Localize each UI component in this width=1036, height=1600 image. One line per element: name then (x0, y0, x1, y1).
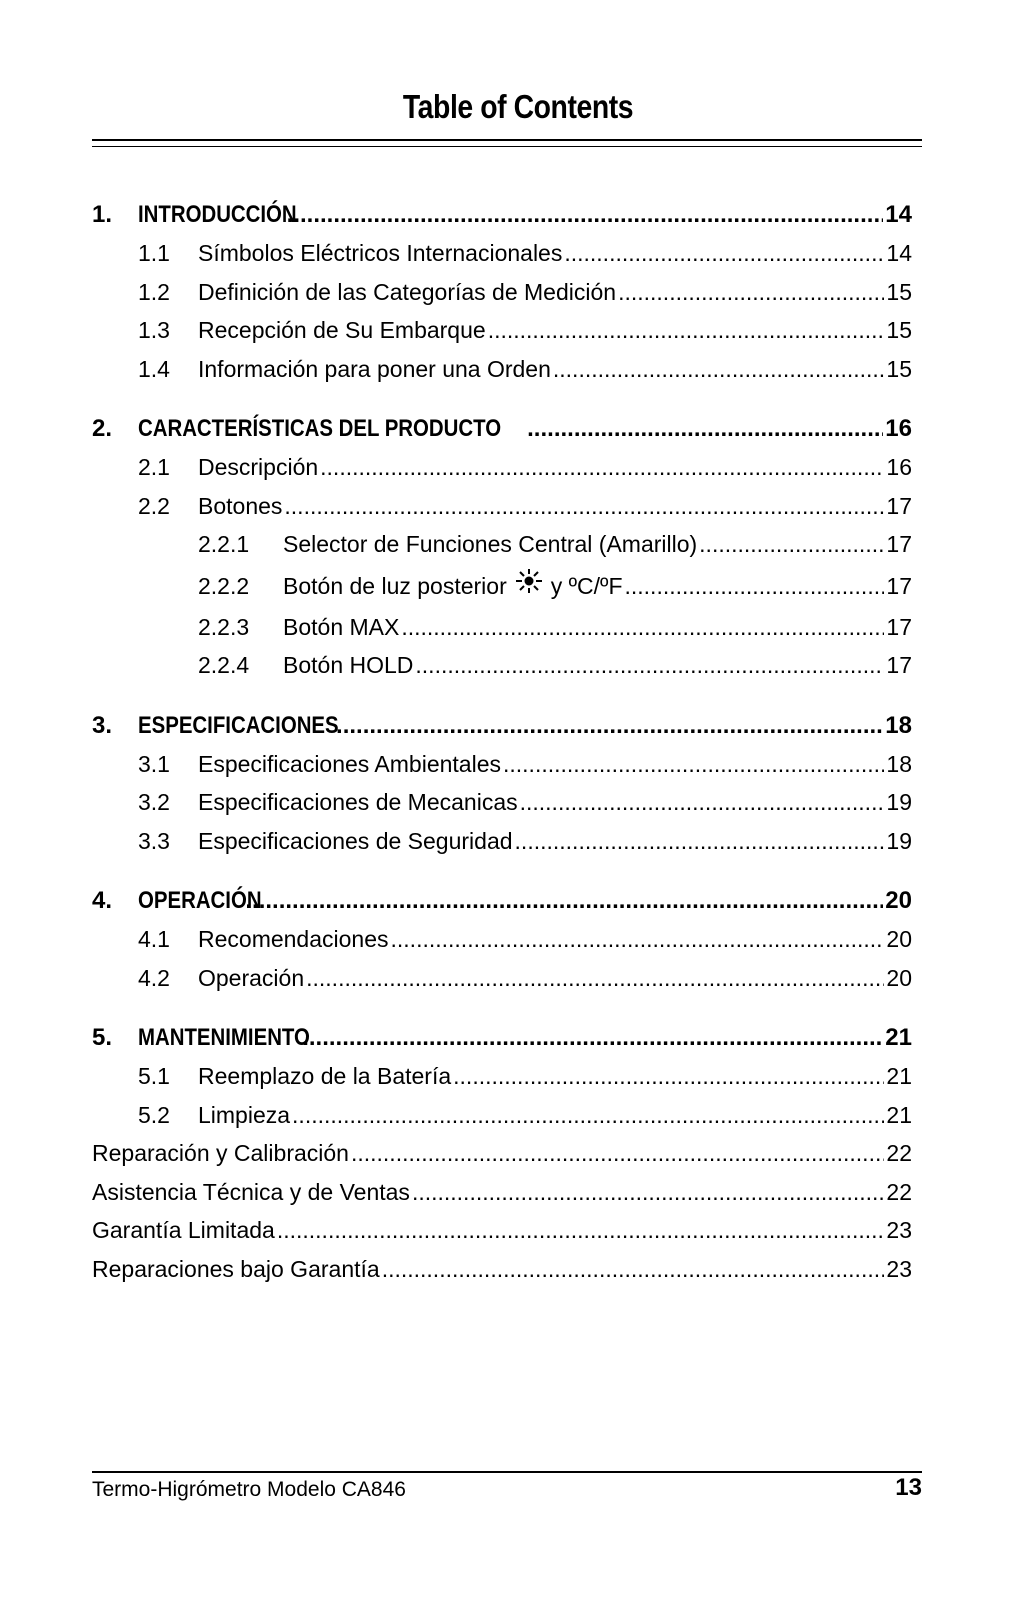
leader-dots (391, 920, 885, 959)
page-ref: 14 (885, 201, 912, 228)
item-title: Recepción de Su Embarque (198, 317, 486, 343)
page-ref: 15 (886, 317, 912, 343)
leader-dots (284, 487, 884, 526)
item-number: 2.1 (138, 454, 170, 480)
leader-dots (292, 1096, 884, 1135)
page-ref: 23 (886, 1217, 912, 1243)
toc-appendix-technical-sales-support[interactable] (92, 1173, 912, 1212)
item-number: 1.2 (138, 278, 170, 305)
toc-item-2-1[interactable] (92, 448, 912, 487)
toc-item-5-1[interactable] (92, 1057, 912, 1096)
item-title: Especificaciones de Seguridad (198, 827, 513, 854)
toc-item-5-2[interactable] (92, 1096, 912, 1135)
toc-subitem-2-2-4[interactable] (92, 646, 912, 685)
leader-dots (503, 745, 884, 784)
item-number: 3.1 (138, 750, 170, 777)
section-number: 5. (92, 1024, 113, 1051)
item-number: 3.2 (138, 789, 170, 815)
footer-page-number: 13 (895, 1474, 922, 1501)
page-ref: 19 (886, 827, 912, 854)
section-gap (92, 860, 912, 882)
section-number: 4. (92, 887, 113, 914)
appendix-title: Reparaciones bajo Garantía (92, 1255, 380, 1282)
page-ref: 20 (886, 964, 912, 991)
table-of-contents (92, 196, 912, 1288)
appendix-title: Garantía Limitada (92, 1217, 275, 1243)
leader-dots (336, 707, 883, 745)
section-title: CARACTERÍSTICAS DEL PRODUCTO (138, 415, 502, 442)
subitem-number: 2.2.3 (198, 613, 250, 640)
leader-dots (625, 564, 885, 608)
section-number: 3. (92, 711, 113, 739)
item-number: 3.3 (138, 827, 170, 854)
page-ref: 21 (885, 1024, 912, 1051)
leader-dots (351, 1134, 884, 1173)
item-title: Símbolos Eléctricos Internacionales (198, 240, 563, 266)
item-number: 5.2 (138, 1101, 170, 1128)
toc-section-5[interactable] (92, 1019, 912, 1057)
item-number: 5.1 (138, 1063, 170, 1089)
page-ref: 21 (886, 1063, 912, 1089)
subitem-title: Selector de Funciones Central (Amarillo) (283, 531, 698, 557)
item-title: Especificaciones de Mecanicas (198, 789, 518, 815)
page-ref: 18 (885, 711, 912, 739)
page-ref: 15 (886, 355, 912, 382)
toc-item-3-3[interactable] (92, 822, 912, 861)
subitem-number: 2.2.4 (198, 652, 250, 678)
toc-item-3-1[interactable] (92, 745, 912, 784)
subitem-title: Botón de luz posterior (283, 572, 507, 599)
page-ref: 17 (886, 652, 912, 678)
page-ref: 22 (886, 1140, 912, 1166)
leader-dots (401, 608, 884, 647)
leader-dots (382, 1250, 885, 1289)
page-ref: 15 (886, 278, 912, 305)
toc-section-1[interactable] (92, 196, 912, 234)
section-title: INTRODUCCIÓN (138, 201, 297, 228)
item-number: 2.2 (138, 492, 170, 519)
item-number: 4.2 (138, 964, 170, 991)
leader-dots (287, 196, 884, 234)
page-ref: 14 (886, 240, 912, 266)
item-title: Operación (198, 964, 305, 991)
toc-item-1-4[interactable] (92, 350, 912, 389)
toc-section-4[interactable] (92, 882, 912, 920)
page-ref: 22 (886, 1178, 912, 1205)
leader-dots (453, 1057, 884, 1096)
section-title: ESPECIFICACIONES (138, 711, 339, 739)
item-title: Reemplazo de la Batería (198, 1063, 452, 1089)
subitem-title: Botón MAX (283, 613, 400, 640)
appendix-title: Asistencia Técnica y de Ventas (92, 1178, 410, 1205)
item-number: 1.3 (138, 317, 170, 343)
page-ref: 20 (886, 926, 912, 952)
toc-item-1-3[interactable] (92, 311, 912, 350)
leader-dots (515, 822, 885, 861)
item-title: Información para poner una Orden (198, 355, 551, 382)
toc-subitem-2-2-2[interactable] (92, 564, 912, 608)
leader-dots (302, 1019, 883, 1057)
item-title: Botones (198, 492, 283, 519)
leader-dots (527, 410, 883, 448)
toc-appendix-limited-warranty[interactable] (92, 1211, 912, 1250)
page-ref: 18 (886, 750, 912, 777)
toc-appendix-warranty-repairs[interactable] (92, 1250, 912, 1289)
section-number: 1. (92, 201, 113, 228)
section-gap (92, 388, 912, 410)
leader-dots (412, 1173, 884, 1212)
footer-model-name: Termo-Higrómetro Modelo CA846 (92, 1478, 406, 1501)
toc-item-1-2[interactable] (92, 273, 912, 312)
backlight-sun-icon (513, 564, 545, 590)
item-number: 4.1 (138, 926, 170, 952)
appendix-title: Reparación y Calibración (92, 1140, 349, 1166)
toc-section-3[interactable] (92, 707, 912, 745)
toc-subitem-2-2-3[interactable] (92, 608, 912, 647)
toc-subitem-2-2-1[interactable] (92, 525, 912, 564)
toc-item-3-2[interactable] (92, 783, 912, 822)
page-title: Table of Contents (402, 88, 634, 125)
page-ref: 21 (886, 1101, 912, 1128)
toc-appendix-repair-calibration[interactable] (92, 1134, 912, 1173)
page-ref: 19 (886, 789, 912, 815)
page-ref: 17 (886, 613, 912, 640)
subitem-title-suffix: y ºC/ºF (550, 572, 623, 599)
toc-item-1-1[interactable] (92, 234, 912, 273)
page-ref: 17 (886, 572, 912, 599)
leader-dots (564, 234, 884, 273)
toc-item-4-2[interactable] (92, 959, 912, 998)
item-title: Descripción (198, 454, 319, 480)
toc-item-2-2[interactable] (92, 487, 912, 526)
section-number: 2. (92, 415, 113, 442)
subitem-number: 2.2.1 (198, 531, 250, 557)
subitem-number: 2.2.2 (198, 572, 250, 599)
leader-dots (277, 1211, 885, 1250)
item-number: 1.1 (138, 240, 170, 266)
leader-dots (320, 448, 884, 487)
leader-dots (618, 273, 884, 312)
footer-rule (92, 1471, 922, 1473)
item-title: Definición de las Categorías de Medición (198, 278, 617, 305)
section-title: MANTENIMIENTO (138, 1024, 310, 1051)
page-ref: 16 (885, 415, 912, 442)
section-title: OPERACIÓN (138, 887, 262, 914)
page-ref: 20 (885, 887, 912, 914)
page-ref: 23 (886, 1255, 912, 1282)
page-ref: 17 (886, 531, 912, 557)
leader-dots (488, 311, 885, 350)
item-number: 1.4 (138, 355, 170, 382)
leader-dots (245, 882, 883, 920)
page-ref: 17 (886, 492, 912, 519)
toc-item-4-1[interactable] (92, 920, 912, 959)
leader-dots (553, 350, 885, 389)
item-title: Limpieza (198, 1101, 291, 1128)
leader-dots (699, 525, 884, 564)
section-gap (92, 685, 912, 707)
subitem-title: Botón HOLD (283, 652, 414, 678)
leader-dots (520, 783, 885, 822)
page-ref: 16 (886, 454, 912, 480)
title-rule (92, 139, 922, 147)
leader-dots (415, 646, 884, 685)
toc-section-2[interactable] (92, 410, 912, 448)
item-title: Recomendaciones (198, 926, 389, 952)
leader-dots (306, 959, 884, 998)
section-gap (92, 997, 912, 1019)
item-title: Especificaciones Ambientales (198, 750, 501, 777)
